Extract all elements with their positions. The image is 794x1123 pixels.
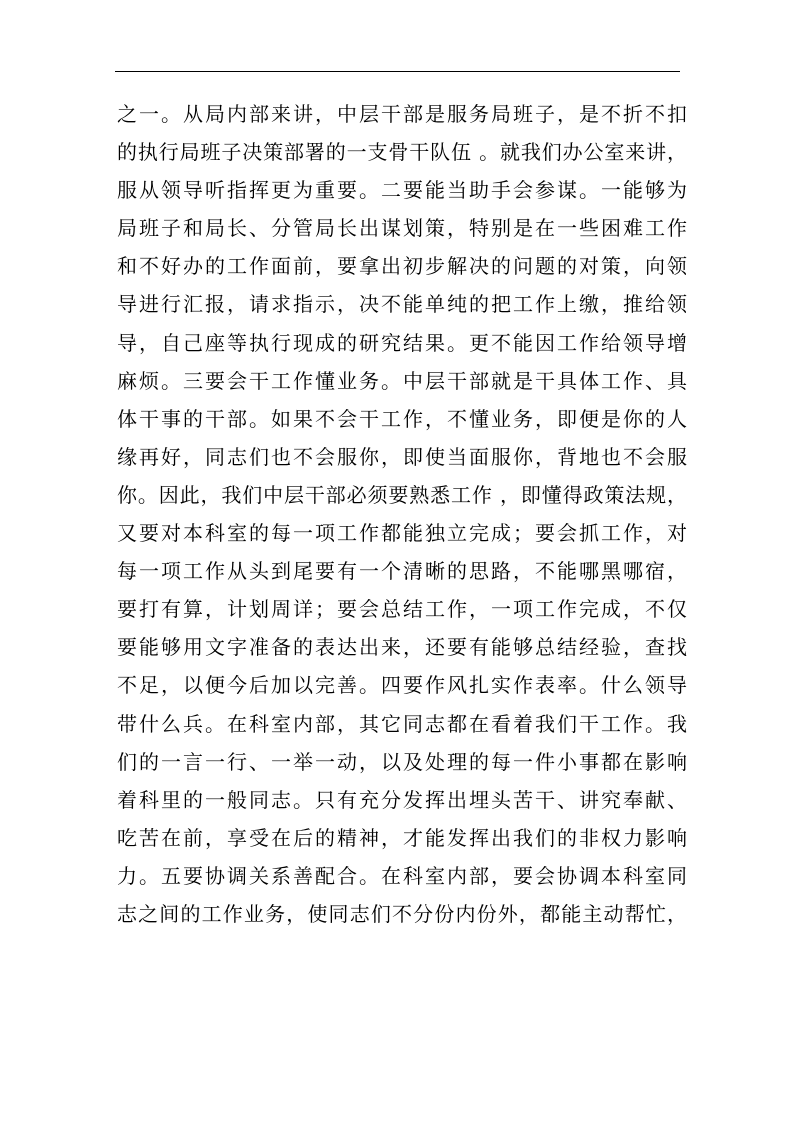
text-line: 带什么兵。在科室内部，其它同志都在看着我们干工作。我 <box>117 711 687 736</box>
text-line: 缘再好，同志们也不会服你，即使当面服你，背地也不会服 <box>117 444 687 469</box>
text-line: 着科里的一般同志。只有充分发挥出埋头苦干、讲究奉献、 <box>117 787 687 812</box>
text-line: 力。五要协调关系善配合。在科室内部，要会协调本科室同 <box>117 863 687 888</box>
text-line: 的执行局班子决策部署的一支骨干队伍 。就我们办公室来讲， <box>117 140 687 165</box>
text-line: 之一。从局内部来讲，中层干部是服务局班子，是不折不扣 <box>117 102 687 126</box>
text-line: 和不好办的工作面前，要拿出初步解决的问题的对策，向领 <box>117 254 687 279</box>
text-line: 志之间的工作业务，使同志们不分份内份外，都能主动帮忙， <box>117 901 687 926</box>
text-line: 不足，以便今后加以完善。四要作风扎实作表率。什么领导 <box>117 673 687 698</box>
text-line: 又要对本科室的每一项工作都能独立完成；要会抓工作，对 <box>117 521 687 546</box>
text-line: 局班子和局长、分管局长出谋划策，特别是在一些困难工作 <box>117 216 687 241</box>
text-line: 们的一言一行、一举一动，以及处理的每一件小事都在影响 <box>117 749 687 774</box>
text-line: 体干事的干部。如果不会干工作，不懂业务，即便是你的人 <box>117 406 687 431</box>
text-line: 要打有算，计划周详；要会总结工作，一项工作完成，不仅 <box>117 597 687 622</box>
text-line: 每一项工作从头到尾要有一个清晰的思路，不能哪黑哪宿， <box>117 559 687 584</box>
body-paragraph <box>117 95 687 933</box>
text-line: 要能够用文字准备的表达出来，还要有能够总结经验，查找 <box>117 635 687 660</box>
text-line: 服从领导听指挥更为重要。二要能当助手会参谋。一能够为 <box>117 178 687 203</box>
text-line: 导进行汇报，请求指示，决不能单纯的把工作上缴，推给领 <box>117 292 687 317</box>
text-line: 吃苦在前，享受在后的精神，才能发挥出我们的非权力影响 <box>117 825 687 850</box>
text-line: 你。因此，我们中层干部必须要熟悉工作 ，即懂得政策法规， <box>117 482 687 507</box>
text-line: 导，自己座等执行现成的研究结果。更不能因工作给领导增 <box>117 330 687 355</box>
text-line: 麻烦。三要会干工作懂业务。中层干部就是干具体工作、具 <box>117 368 687 393</box>
header-divider <box>115 71 680 72</box>
